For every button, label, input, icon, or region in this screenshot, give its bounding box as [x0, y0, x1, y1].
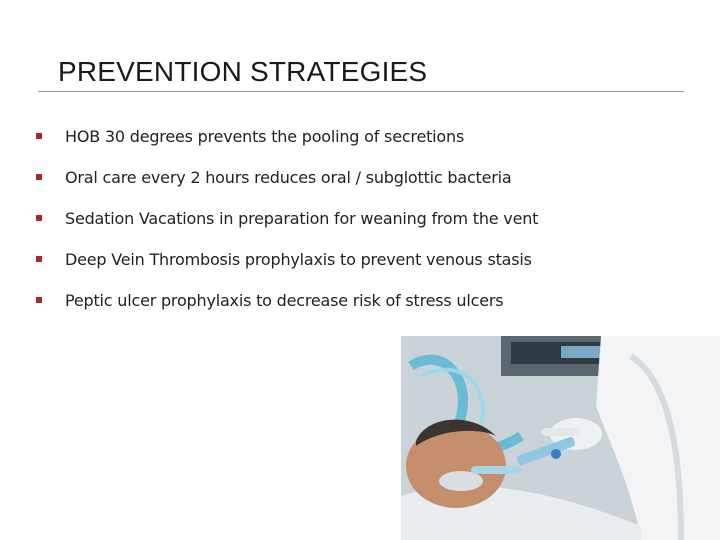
bullet-text: Deep Vein Thrombosis prophylaxis to prevent venous stasis — [65, 250, 532, 269]
list-item — [36, 291, 676, 332]
square-bullet-icon — [36, 215, 42, 221]
title-divider — [38, 91, 684, 92]
bullet-text: HOB 30 degrees prevents the pooling of secretions — [65, 127, 465, 146]
list-item — [36, 209, 676, 250]
list-item — [36, 250, 676, 291]
slide-title: PREVENTION STRATEGIES — [58, 56, 428, 87]
bullet-text: Sedation Vacations in preparation for weaning from the vent — [65, 209, 539, 228]
square-bullet-icon — [36, 297, 42, 303]
patient-care-illustration — [401, 336, 720, 540]
square-bullet-icon — [36, 133, 42, 139]
list-item — [36, 127, 676, 168]
list-item — [36, 168, 676, 209]
bullet-list — [36, 127, 676, 332]
square-bullet-icon — [36, 256, 42, 262]
patient-care-photo — [401, 336, 720, 540]
square-bullet-icon — [36, 174, 42, 180]
bullet-text: Peptic ulcer prophylaxis to decrease risk of stress ulcers — [65, 291, 504, 310]
bullet-text: Oral care every 2 hours reduces oral / subglottic bacteria — [65, 168, 512, 187]
